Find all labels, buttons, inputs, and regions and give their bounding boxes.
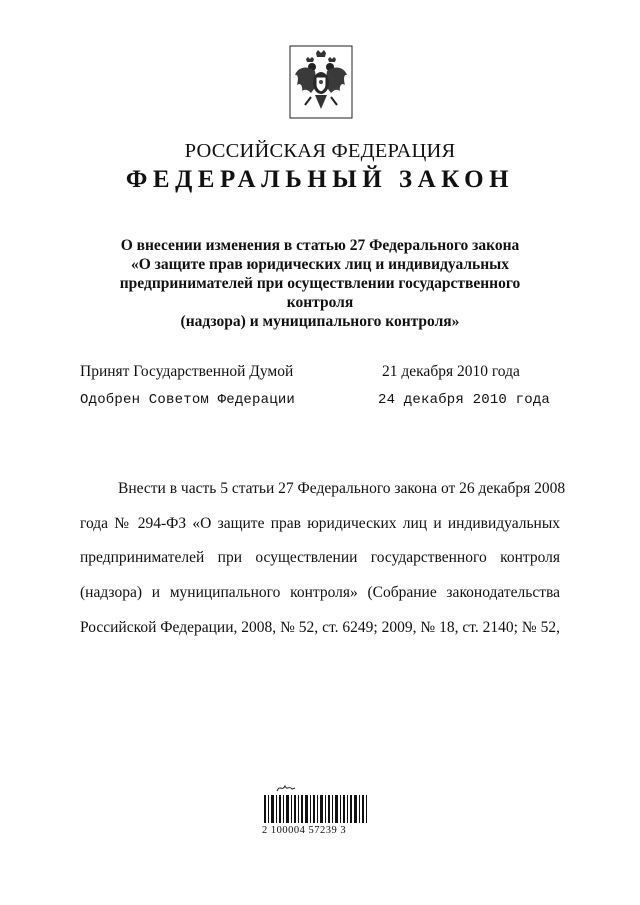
duma-adoption-date: 21 декабря 2010 года — [382, 363, 520, 380]
law-title-line: «О защите прав юридических лиц и индивидуальных — [130, 256, 510, 273]
coat-of-arms-emblem — [289, 45, 353, 119]
council-approval-label: Одобрен Советом Федерации — [80, 392, 296, 408]
barcode-number: 2 100004 57239 3 — [262, 825, 347, 836]
barcode-icon — [264, 795, 368, 823]
body-line: предпринимателей при осуществлении государственного контроля — [80, 549, 560, 567]
russian-coat-of-arms-icon — [289, 45, 353, 119]
body-line: года № 294-ФЗ «О защите прав юридических лиц и индивидуальных — [80, 514, 560, 532]
body-line: (надзора) и муниципального контроля» (Собрание законодательства — [80, 584, 560, 602]
law-title-line: О внесении изменения в статью 27 Федерального закона — [120, 237, 520, 254]
document-type: ФЕДЕРАЛЬНЫЙ ЗАКОН — [125, 166, 515, 193]
law-title-line: предпринимателей при осуществлении государственного контроля — [119, 275, 521, 311]
law-title-line: (надзора) и муниципального контроля» — [180, 313, 460, 330]
law-body-text — [80, 472, 566, 646]
law-title — [100, 236, 540, 331]
council-approval-date: 24 декабря 2010 года — [378, 392, 551, 408]
duma-adoption-label: Принят Государственной Думой — [80, 363, 294, 380]
body-line: Внести в часть 5 статьи 27 Федерального закона от 26 декабря 2008 — [118, 480, 566, 497]
country-name: РОССИЙСКАЯ ФЕДЕРАЦИЯ — [184, 140, 456, 162]
body-line: Российской Федерации, 2008, № 52, ст. 6249; 2009, № 18, ст. 2140; № 52, — [80, 618, 560, 636]
